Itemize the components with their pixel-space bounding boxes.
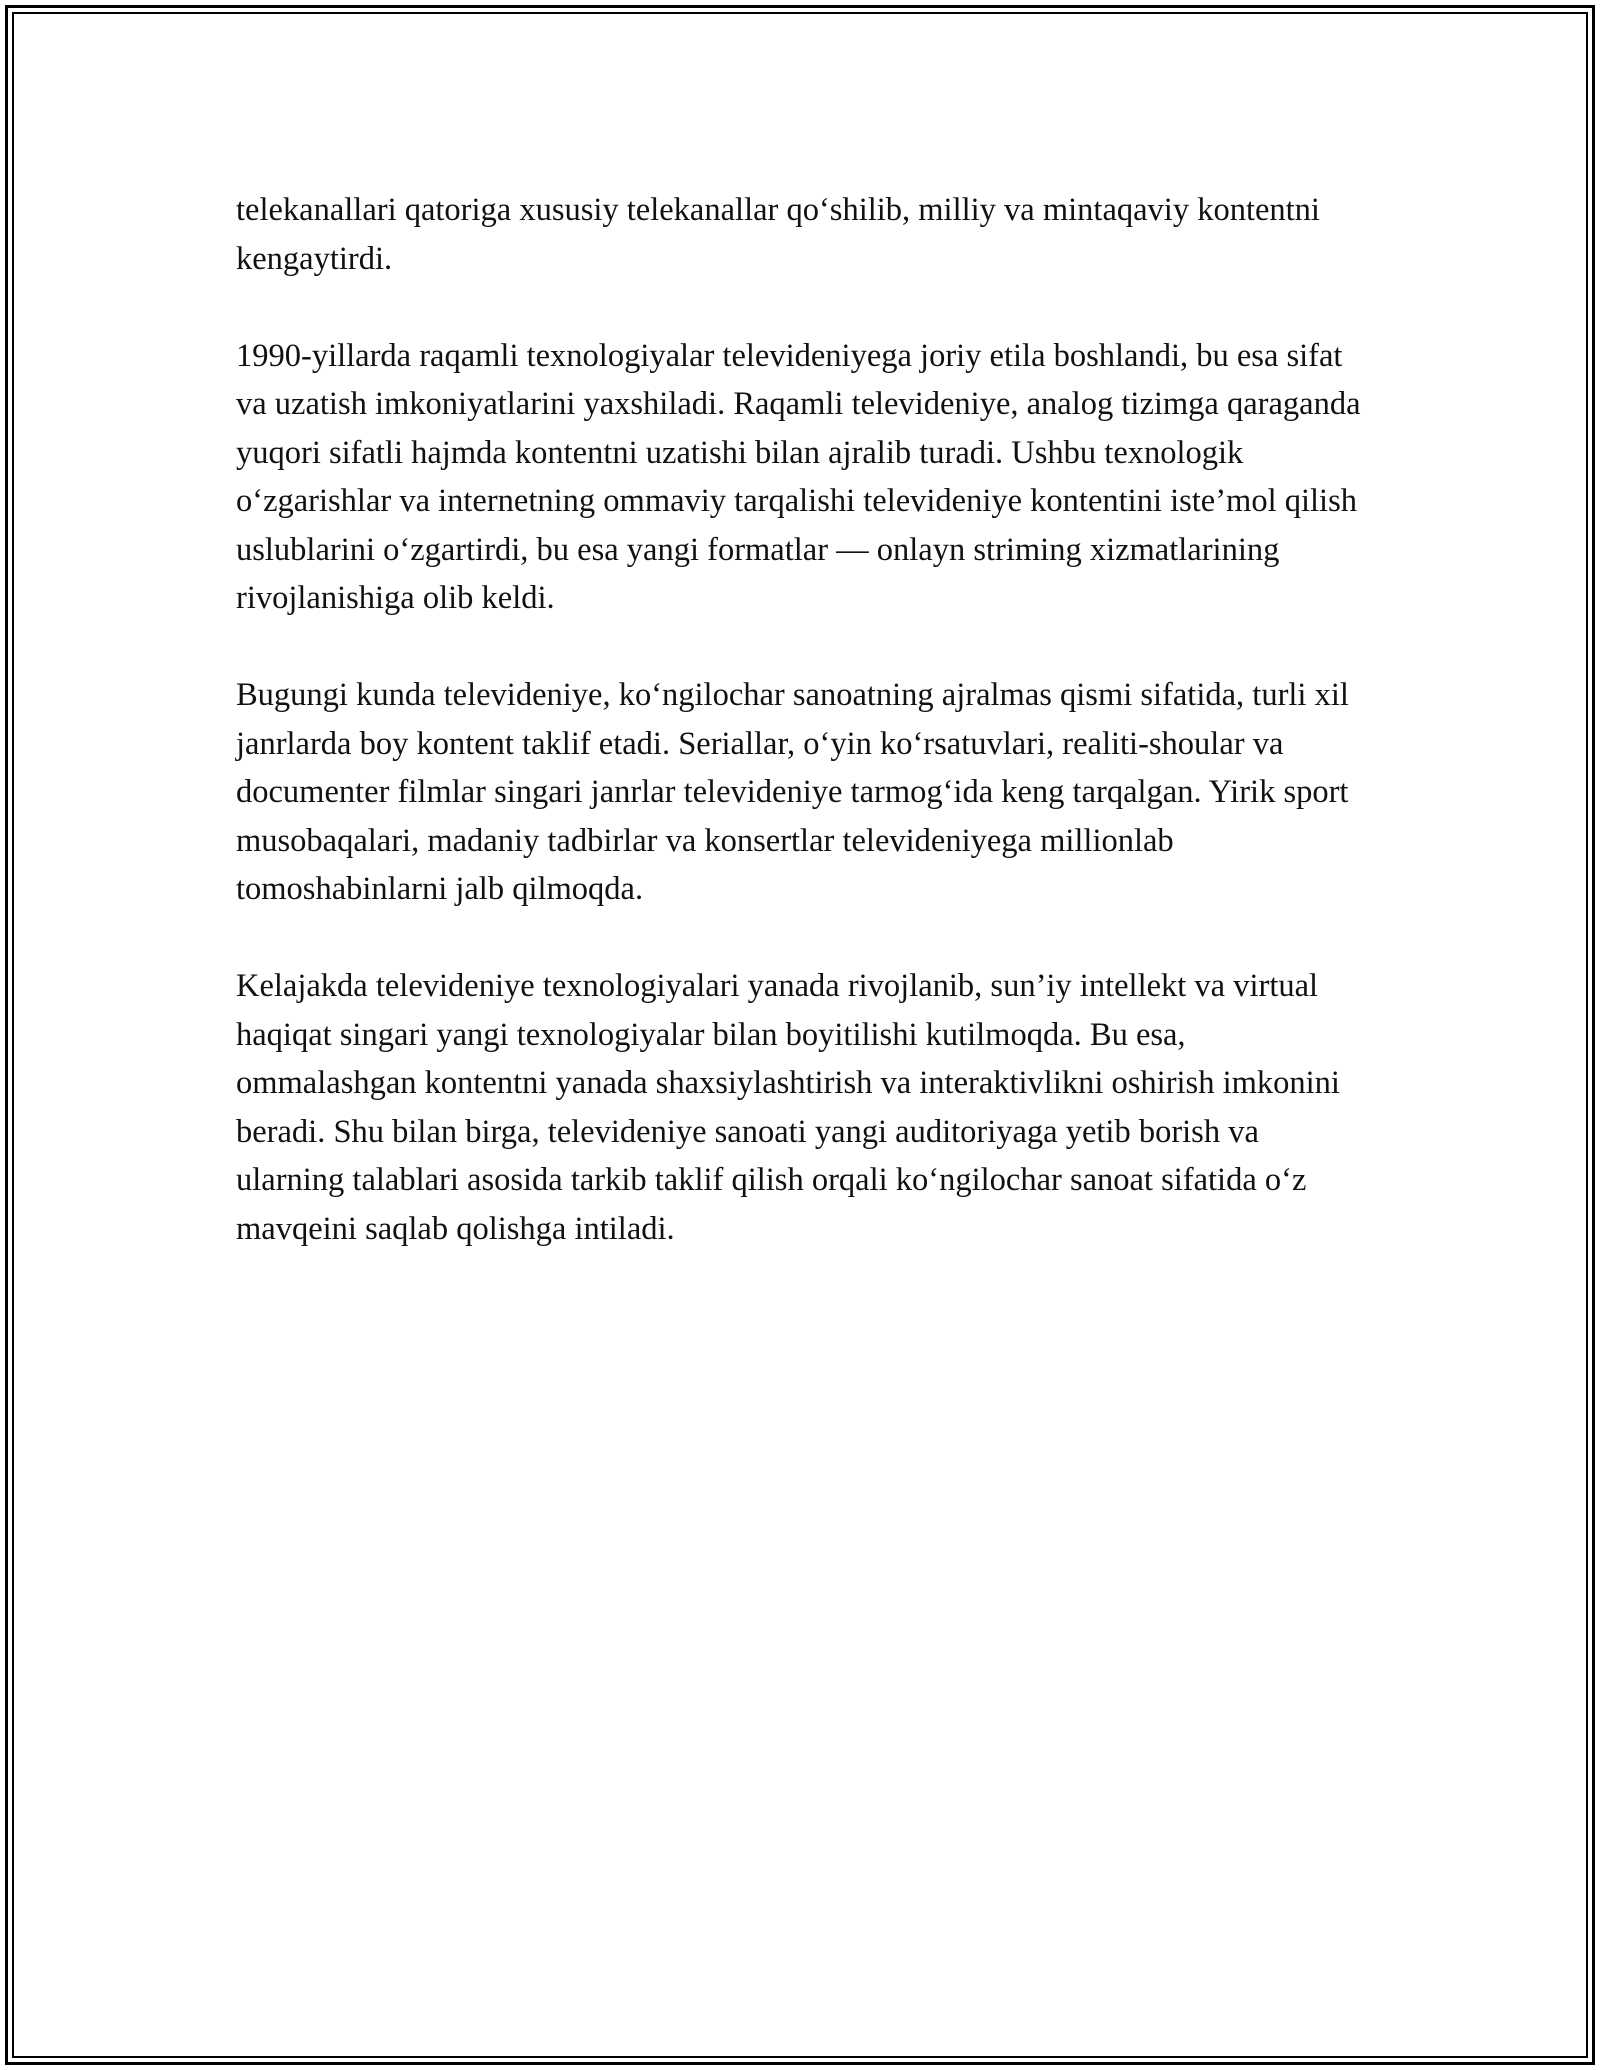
paragraph: 1990-yillarda raqamli texnologiyalar televideniyega joriy etila boshlandi, bu esa sifat va uzatish imkoniyatlarini yaxshiladi. Raqamli televideniye, analog tizimga qaraganda yuqori sifatli hajmda kontentni uzatishi bilan ajralib turadi. Ushbu texnologik o‘zgarishlar va internetning ommaviy tarqalishi televideniye kontentini iste’mol qilish uslublarini o‘zgartirdi, bu esa yangi formatlar — onlayn striming xizmatlarining rivojlanishiga olib keldi.: [236, 337, 1361, 616]
paragraph: Kelajakda televideniye texnologiyalari yanada rivojlanib, sun’iy intellekt va virtual haqiqat singari yangi texnologiyalar bilan boyitilishi kutilmoqda. Bu esa, ommalashgan kontentni yanada shaxsiylashtirish va interaktivlikni oshirish imkonini beradi. Shu bilan birga, televideniye sanoati yangi auditoriyaga yetib borish va ularning talablari asosida tarkib taklif qilish orqali ko‘ngilochar sanoat sifatida o‘z mavqeini saqlab qolishga intiladi.: [236, 968, 1340, 1247]
document-body: [236, 186, 1366, 1302]
paragraph: telekanallari qatoriga xususiy telekanallar qo‘shilib, milliy va mintaqaviy kontentni kengaytirdi.: [236, 192, 1320, 277]
paragraph: Bugungi kunda televideniye, ko‘ngilochar sanoatning ajralmas qismi sifatida, turli xil janrlarda boy kontent taklif etadi. Seriallar, o‘yin ko‘rsatuvlari, realiti-shoular va documenter filmlar singari janrlar televideniye tarmog‘ida keng tarqalgan. Yirik sport musobaqalari, madaniy tadbirlar va konsertlar televideniyega millionlab tomoshabinlarni jalb qilmoqda.: [236, 677, 1349, 907]
